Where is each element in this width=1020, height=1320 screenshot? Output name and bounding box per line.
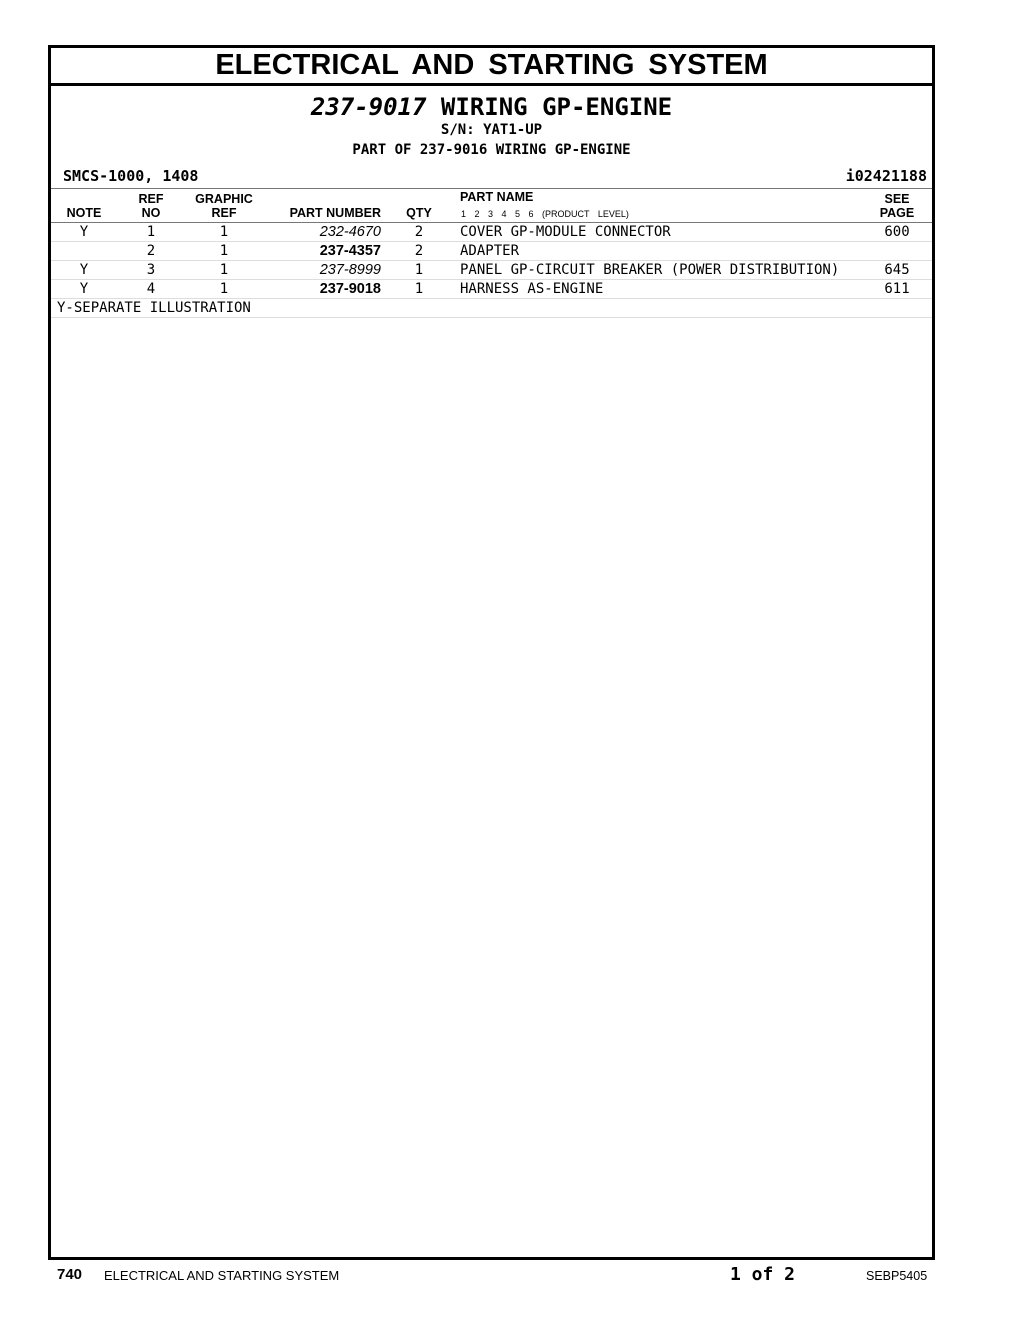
cell-graphic-ref: 1 — [219, 243, 229, 259]
cell-graphic-ref: 1 — [219, 262, 229, 278]
cell-note: Y — [79, 224, 89, 240]
cell-qty: 1 — [414, 281, 424, 297]
cell-part-number: 237-9018 — [319, 281, 381, 297]
table-header — [51, 188, 932, 223]
footer-section: ELECTRICAL AND STARTING SYSTEM — [104, 1268, 340, 1283]
cell-graphic-ref: 1 — [219, 281, 229, 297]
cell-see-page: 600 — [884, 224, 910, 240]
cell-part-number: 237-4357 — [319, 243, 381, 259]
cell-part-name: COVER GP-MODULE CONNECTOR — [460, 224, 671, 240]
col-header-part-number: PART NUMBER — [289, 206, 381, 220]
cell-see-page: 611 — [884, 281, 910, 297]
cell-ref-no: 4 — [146, 281, 156, 297]
col-header-ref-no: REF NO — [138, 192, 164, 220]
group-title — [51, 94, 932, 120]
table-row — [51, 223, 932, 242]
smcs-code: SMCS-1000, 1408 — [63, 167, 199, 185]
serial-number: S/N: YAT1-UP — [440, 122, 543, 138]
cell-qty: 1 — [414, 262, 424, 278]
col-header-product-levels: 1 2 3 4 5 6 (PRODUCT LEVEL) — [461, 209, 629, 219]
table-row — [51, 242, 932, 261]
cell-qty: 2 — [414, 224, 424, 240]
col-header-qty: QTY — [406, 206, 432, 220]
cell-see-page: 645 — [884, 262, 910, 278]
col-header-note: NOTE — [66, 206, 102, 220]
illustration-id: i02421188 — [845, 167, 927, 185]
group-part-number: 237-9017 — [310, 93, 427, 121]
table-row — [51, 261, 932, 280]
table-row — [51, 280, 932, 299]
cell-part-number: 232-4670 — [319, 224, 381, 240]
cell-part-name: ADAPTER — [460, 243, 520, 259]
footer-page-number: 740 — [57, 1266, 83, 1283]
cell-part-name: HARNESS AS-ENGINE — [460, 281, 604, 297]
footnote: Y-SEPARATE ILLUSTRATION — [51, 299, 932, 318]
cell-part-number: 237-8999 — [319, 262, 381, 278]
part-of-line: PART OF 237-9016 WIRING GP-ENGINE — [352, 142, 631, 158]
cell-note: Y — [79, 262, 89, 278]
reference-row — [51, 164, 932, 188]
page-footer — [0, 1264, 1020, 1286]
col-header-graphic-ref: GRAPHIC REF — [195, 192, 253, 220]
cell-ref-no: 2 — [146, 243, 156, 259]
page-frame — [48, 45, 935, 1260]
group-name: WIRING GP-ENGINE — [440, 93, 673, 121]
col-header-part-name: PART NAME — [460, 190, 534, 204]
footer-page-of: 1 of 2 — [730, 1264, 796, 1285]
cell-note: Y — [79, 281, 89, 297]
col-header-see-page: SEE PAGE — [879, 192, 915, 220]
cell-part-name: PANEL GP-CIRCUIT BREAKER (POWER DISTRIBUTION) — [460, 262, 840, 278]
cell-ref-no: 3 — [146, 262, 156, 278]
footer-doc-id: SEBP5405 — [866, 1269, 928, 1283]
cell-ref-no: 1 — [146, 224, 156, 240]
cell-qty: 2 — [414, 243, 424, 259]
section-title: ELECTRICAL AND STARTING SYSTEM — [51, 48, 932, 86]
cell-graphic-ref: 1 — [219, 224, 229, 240]
